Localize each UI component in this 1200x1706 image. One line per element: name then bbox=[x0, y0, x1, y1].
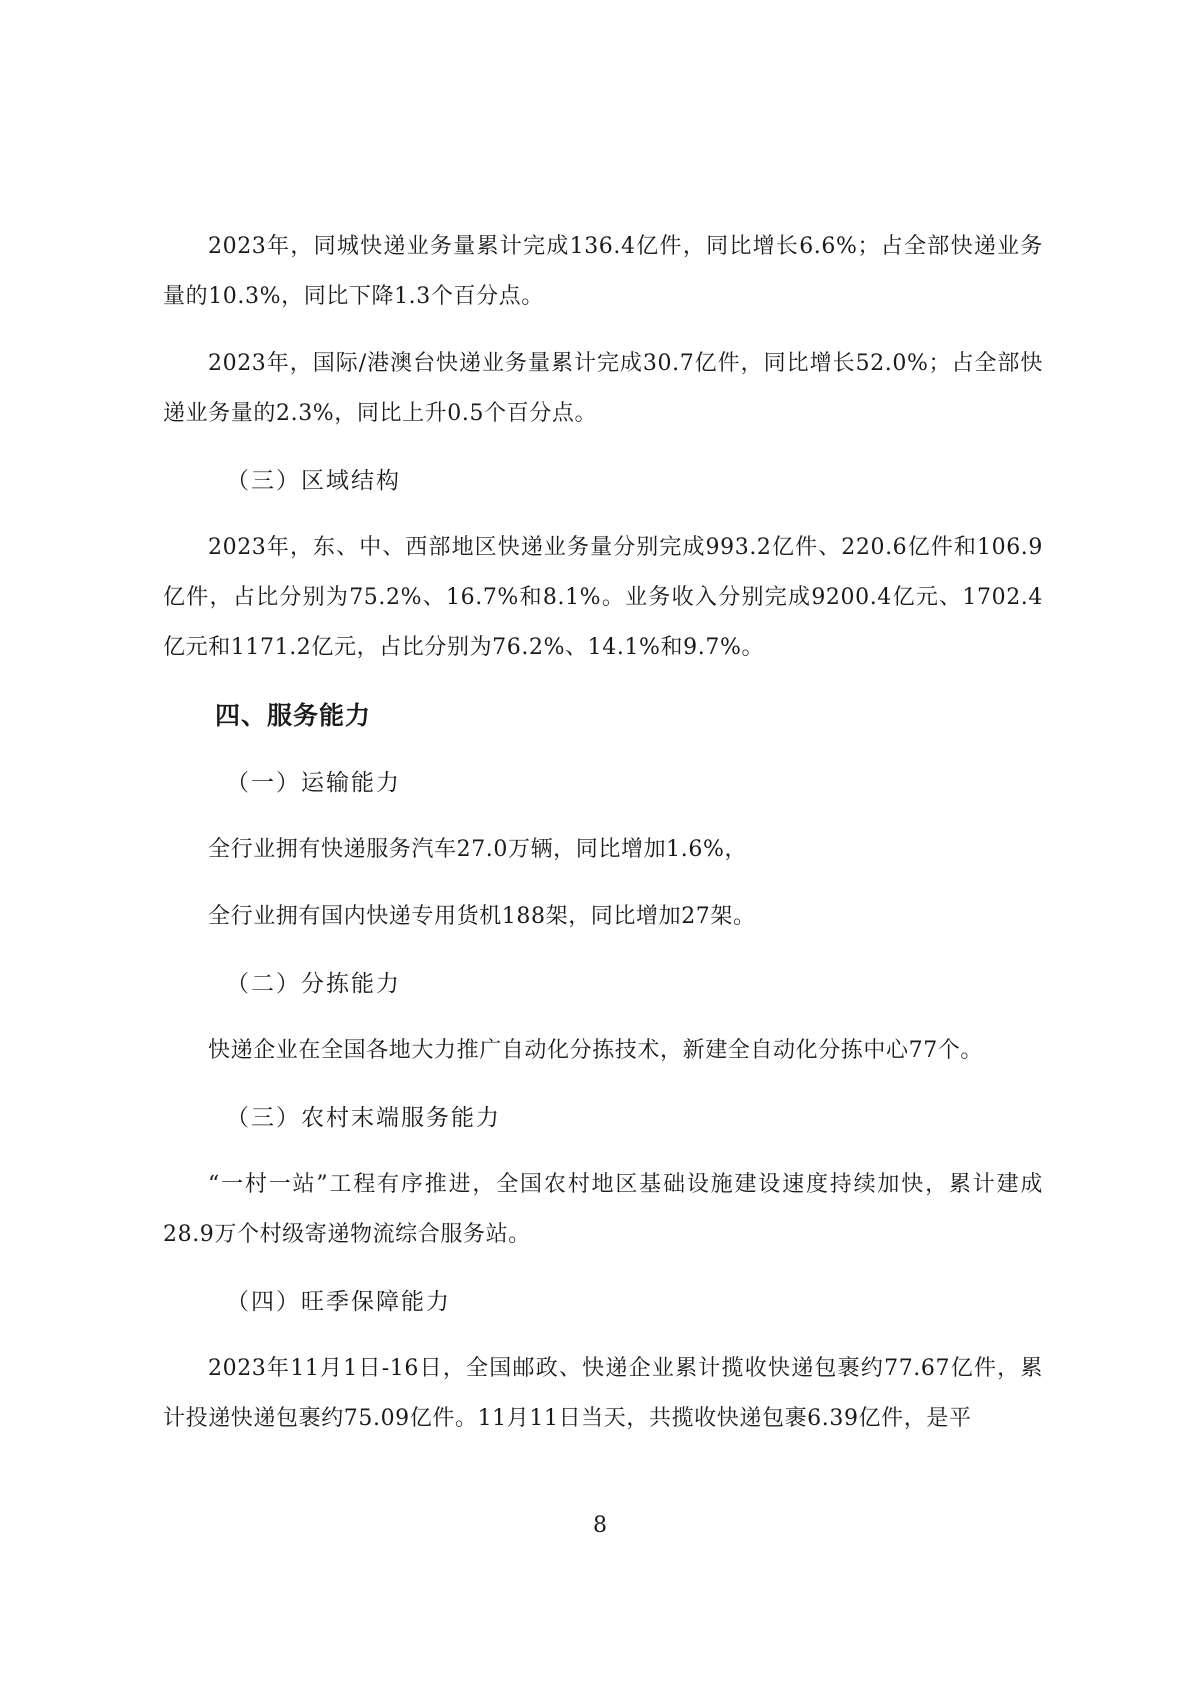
paragraph-cargo-aircraft: 全行业拥有国内快递专用货机188架，同比增加27架。 bbox=[208, 904, 756, 929]
paragraph-international-express: 2023年，国际/港澳台快递业务量累计完成30.7亿件，同比增长52.0%；占全部快递业务量的2.3%，同比上升0.5个百分点。 bbox=[163, 351, 1043, 426]
heading-sorting-capacity: （二）分拣能力 bbox=[226, 971, 401, 997]
page-number: 8 bbox=[593, 1513, 607, 1538]
heading-transport-capacity: （一）运输能力 bbox=[226, 770, 401, 796]
paragraph-express-vehicles: 全行业拥有快递服务汽车27.0万辆，同比增加1.6%， bbox=[208, 837, 748, 862]
paragraph-rural-stations: “一村一站”工程有序推进，全国农村地区基础设施建设速度持续加快，累计建成28.9万个村级寄递物流综合服务站。 bbox=[163, 1172, 1043, 1247]
heading-peak-season: （四）旺季保障能力 bbox=[226, 1289, 451, 1315]
paragraph-same-city-express: 2023年，同城快递业务量累计完成136.4亿件，同比增长6.6%；占全部快递业务量的10.3%，同比下降1.3个百分点。 bbox=[163, 234, 1043, 309]
heading-service-capacity: 四、服务能力 bbox=[215, 701, 372, 730]
paragraph-peak-season: 2023年11月1日-16日，全国邮政、快递企业累计揽收快递包裹约77.67亿件，累计投递快递包裹约75.09亿件。11月11日当天，共揽收快递包裹6.39亿件，是平 bbox=[163, 1356, 1043, 1431]
paragraph-regional-structure: 2023年，东、中、西部地区快递业务量分别完成993.2亿件、220.6亿件和106.9亿件，占比分别为75.2%、16.7%和8.1%。业务收入分别完成9200.4亿元、1702.4亿元和1171.2亿元，占比分别为76.2%、14.1%和9.7%。 bbox=[163, 535, 1043, 660]
paragraph-sorting-centers: 快递企业在全国各地大力推广自动化分拣技术，新建全自动化分拣中心77个。 bbox=[208, 1038, 983, 1063]
page-body bbox=[163, 222, 1043, 1456]
heading-regional-structure: （三）区域结构 bbox=[226, 468, 401, 494]
heading-rural-service: （三）农村末端服务能力 bbox=[226, 1105, 501, 1131]
